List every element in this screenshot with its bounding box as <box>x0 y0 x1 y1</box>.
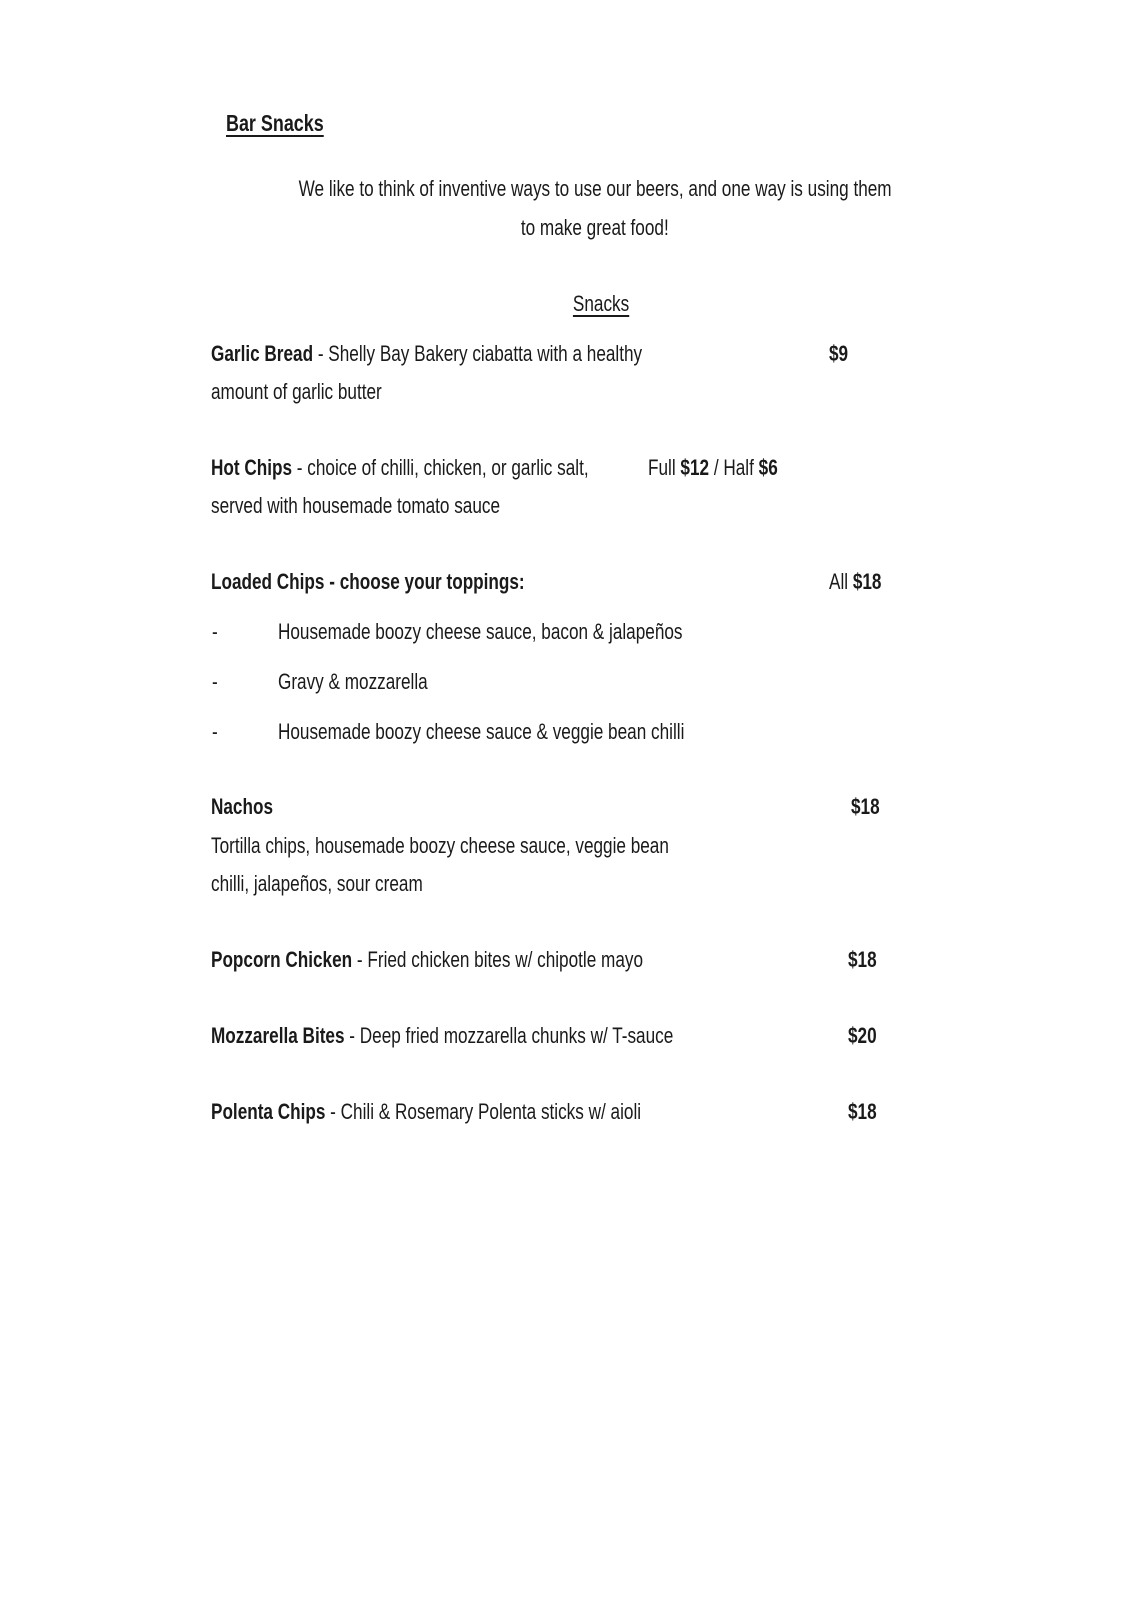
item-name: Loaded Chips - choose your toppings: <box>211 569 525 594</box>
topping-bullet: - <box>212 719 218 744</box>
item-description: - Fried chicken bites w/ chipotle mayo <box>352 947 644 972</box>
intro-line-2: to make great food! <box>521 215 669 240</box>
item-description: - Chili & Rosemary Polenta sticks w/ aioli <box>325 1099 642 1124</box>
nachos-desc-line-1: Tortilla chips, housemade boozy cheese sauce, veggie bean <box>211 833 669 858</box>
garlic-bread-price: $9 <box>829 341 849 366</box>
menu-item-mozzarella-bites <box>211 1025 804 1047</box>
page-title <box>226 112 351 135</box>
popcorn-chicken-price: $18 <box>848 947 877 972</box>
hot-chips-price: Full $12 / Half $6 <box>648 455 778 480</box>
item-name: Popcorn Chicken <box>211 947 353 972</box>
item-name: Mozzarella Bites <box>211 1023 345 1048</box>
menu-item-garlic-bread <box>211 343 764 365</box>
menu-item-hot-chips <box>211 457 695 479</box>
mozzarella-bites-price: $20 <box>848 1023 877 1048</box>
item-name: Polenta Chips <box>211 1099 326 1124</box>
loaded-chips-price: All $18 <box>829 569 882 594</box>
page-title-text: Bar Snacks <box>226 110 324 136</box>
nachos-desc-line-2: chilli, jalapeños, sour cream <box>211 871 423 896</box>
topping-option: Housemade boozy cheese sauce & veggie bean chilli <box>278 719 685 744</box>
hot-chips-desc-line-2: served with housemade tomato sauce <box>211 493 501 518</box>
topping-option: Gravy & mozzarella <box>278 669 428 694</box>
section-heading: Snacks <box>572 291 630 316</box>
menu-item-loaded-chips <box>211 571 613 593</box>
nachos-price: $18 <box>851 794 880 819</box>
topping-bullet: - <box>212 669 218 694</box>
menu-item-popcorn-chicken <box>211 949 765 971</box>
menu-item-nachos <box>211 796 290 818</box>
item-description: - Deep fried mozzarella chunks w/ T-sauce <box>344 1023 674 1048</box>
item-name: Nachos <box>211 794 273 819</box>
garlic-bread-desc-line-2: amount of garlic butter <box>211 379 382 404</box>
item-description: - choice of chilli, chicken, or garlic salt, <box>292 455 589 480</box>
item-description: - Shelly Bay Bakery ciabatta with a healthy <box>313 341 643 366</box>
polenta-chips-price: $18 <box>848 1099 877 1124</box>
menu-item-polenta-chips <box>211 1101 762 1123</box>
topping-bullet: - <box>212 619 218 644</box>
topping-option: Housemade boozy cheese sauce, bacon & jalapeños <box>278 619 683 644</box>
item-name: Garlic Bread <box>211 341 314 366</box>
intro-line-1: We like to think of inventive ways to use our beers, and one way is using them <box>298 176 892 201</box>
item-name: Hot Chips <box>211 455 293 480</box>
